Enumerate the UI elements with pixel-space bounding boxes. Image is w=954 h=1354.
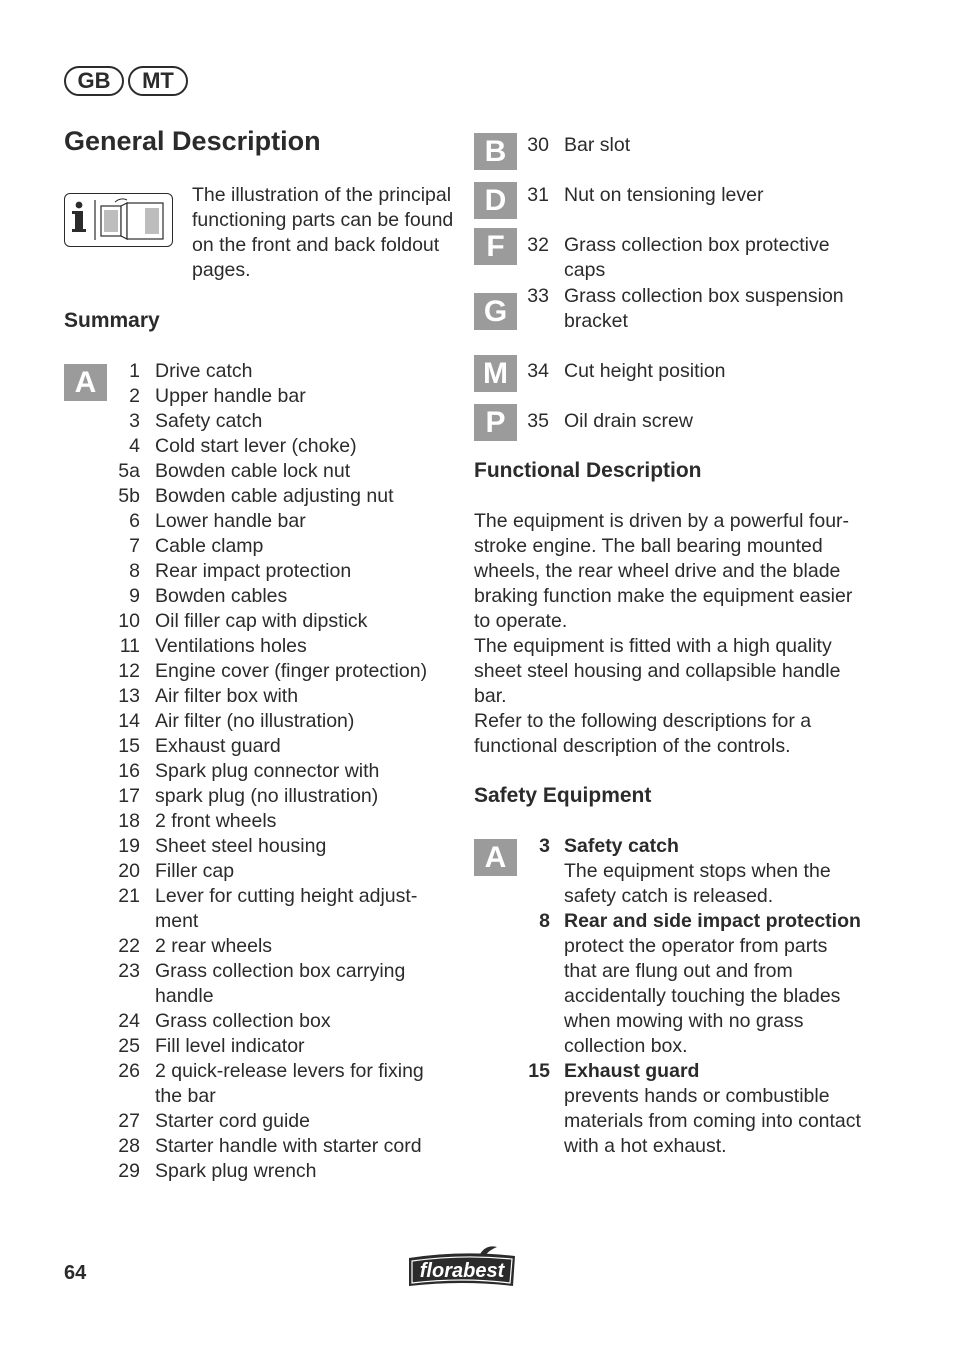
figure-badge-f: F bbox=[474, 228, 517, 265]
item-label: Rear impact protection bbox=[155, 560, 352, 582]
item-number: 13 bbox=[118, 685, 140, 707]
item-number: 20 bbox=[118, 860, 140, 882]
list-item bbox=[110, 634, 455, 659]
item-label: Exhaust guard bbox=[155, 735, 281, 757]
safety-item: 15 Exhaust guard prevents hands or combustible materials from coming into contact with a hot exhaust. bbox=[520, 1059, 865, 1159]
item-number: 22 bbox=[118, 935, 140, 957]
list-item bbox=[110, 409, 455, 434]
safety-item-title: Exhaust guard bbox=[564, 1060, 700, 1082]
item-number: 12 bbox=[118, 660, 140, 682]
item-number: 19 bbox=[118, 835, 140, 857]
item-label: Starter handle with starter cord bbox=[155, 1135, 422, 1157]
list-item: 30 Bar slot bbox=[527, 134, 631, 156]
item-label: 2 quick-release levers for fixing the bar bbox=[155, 1060, 424, 1107]
list-item bbox=[110, 509, 455, 534]
list-item bbox=[110, 609, 455, 634]
list-item bbox=[110, 1134, 455, 1159]
item-number: 11 bbox=[119, 635, 140, 657]
item-label: Grass collection box bbox=[155, 1010, 331, 1032]
item-label: Cold start lever (choke) bbox=[155, 435, 357, 457]
info-book-icon bbox=[64, 193, 173, 247]
list-item bbox=[110, 1159, 455, 1184]
item-number: 5b bbox=[118, 485, 140, 507]
item-label: Spark plug connector with bbox=[155, 760, 380, 782]
item-label: Air filter box with bbox=[155, 685, 299, 707]
summary-list bbox=[110, 359, 455, 1184]
item-number: 3 bbox=[129, 410, 140, 432]
figure-badge-p: P bbox=[474, 404, 517, 441]
item-number: 27 bbox=[118, 1110, 140, 1132]
functional-paragraph-3: Refer to the following descriptions for a functional description of the controls. bbox=[474, 710, 812, 757]
list-item bbox=[110, 384, 455, 409]
list-item bbox=[110, 1059, 455, 1109]
figure-badge-a: A bbox=[64, 364, 107, 401]
item-number: 15 bbox=[118, 735, 140, 757]
list-item bbox=[110, 584, 455, 609]
item-number: 16 bbox=[118, 760, 140, 782]
list-item bbox=[110, 1034, 455, 1059]
functional-paragraph-1: The equipment is driven by a powerful four-stroke engine. The ball bearing mounted wheels, the rear wheel drive and the blade braking function make the equipment easier to operate. bbox=[474, 510, 853, 632]
item-label: Cable clamp bbox=[155, 535, 264, 557]
list-item bbox=[110, 859, 455, 884]
list-item: 35 Oil drain screw bbox=[527, 410, 693, 432]
functional-paragraph-2: The equipment is fitted with a high quality sheet steel housing and collapsible handle bar. bbox=[474, 635, 841, 707]
item-label: Filler cap bbox=[155, 860, 235, 882]
item-label: Lower handle bar bbox=[155, 510, 306, 532]
list-item: 32 Grass collection box protective caps bbox=[527, 234, 830, 281]
figure-badge-a-safety: A bbox=[474, 839, 517, 876]
item-label: Engine cover (finger protection) bbox=[155, 660, 428, 682]
language-code: MT bbox=[142, 68, 174, 93]
item-number: 5a bbox=[118, 460, 140, 482]
item-label: Sheet steel housing bbox=[155, 835, 327, 857]
list-item bbox=[110, 434, 455, 459]
functional-heading: Functional Description bbox=[474, 459, 702, 482]
list-item bbox=[110, 659, 455, 684]
item-label: Bowden cable adjusting nut bbox=[155, 485, 394, 507]
parts-list-p bbox=[520, 409, 865, 434]
list-item bbox=[110, 1109, 455, 1134]
safety-list bbox=[520, 834, 865, 1159]
summary-heading: Summary bbox=[64, 309, 160, 332]
list-item bbox=[110, 809, 455, 834]
item-label: Grass collection box carrying handle bbox=[155, 960, 406, 1007]
list-item bbox=[110, 1009, 455, 1034]
item-label: Starter cord guide bbox=[155, 1110, 311, 1132]
list-item bbox=[110, 759, 455, 784]
list-item bbox=[110, 559, 455, 584]
list-item bbox=[110, 534, 455, 559]
svg-text:florabest: florabest bbox=[419, 1260, 505, 1282]
item-label: Upper handle bar bbox=[155, 385, 306, 407]
list-item bbox=[110, 484, 455, 509]
safety-heading: Safety Equipment bbox=[474, 784, 652, 807]
item-number: 21 bbox=[118, 885, 140, 907]
item-label: Lever for cutting height adjust-ment bbox=[155, 885, 418, 932]
item-number: 6 bbox=[129, 510, 140, 532]
list-item: 33 Grass collection box suspension bracket bbox=[527, 285, 844, 332]
page-number: 64 bbox=[64, 1262, 87, 1284]
item-number: 28 bbox=[118, 1135, 140, 1157]
item-label: Safety catch bbox=[155, 410, 263, 432]
language-badge-gb bbox=[64, 66, 124, 96]
item-label: Fill level indicator bbox=[155, 1035, 305, 1057]
parts-list-f bbox=[520, 233, 865, 283]
safety-item-text: prevents hands or combustible materials from coming into contact with a hot exhaust. bbox=[564, 1085, 861, 1157]
item-number: 29 bbox=[118, 1160, 140, 1182]
intro-text: The illustration of the principal functioning parts can be found on the front and back foldout pages. bbox=[192, 184, 454, 281]
item-label: Drive catch bbox=[155, 360, 253, 382]
safety-item: 8 Rear and side impact protection protect the operator from parts that are flung out and from accidentally touching the blades when mowing with no grass collection box. bbox=[520, 909, 865, 1059]
parts-list-b bbox=[520, 133, 865, 158]
parts-list-m bbox=[520, 359, 865, 384]
safety-item-title: Safety catch bbox=[564, 835, 679, 857]
list-item bbox=[110, 959, 455, 1009]
figure-badge-m: M bbox=[474, 355, 517, 392]
page-title: General Description bbox=[64, 126, 321, 156]
figure-badge-d: D bbox=[474, 182, 517, 219]
figure-badge-g: G bbox=[474, 293, 517, 330]
item-number: 4 bbox=[129, 435, 140, 457]
list-item bbox=[110, 934, 455, 959]
item-number: 14 bbox=[118, 710, 140, 732]
item-label: spark plug (no illustration) bbox=[155, 785, 379, 807]
item-number: 10 bbox=[118, 610, 140, 632]
list-item: 34 Cut height position bbox=[527, 360, 726, 382]
item-label: Oil filler cap with dipstick bbox=[155, 610, 368, 632]
list-item bbox=[110, 834, 455, 859]
item-label: 2 front wheels bbox=[155, 810, 277, 832]
parts-list-d bbox=[520, 183, 865, 208]
item-number: 2 bbox=[129, 385, 140, 407]
item-number: 18 bbox=[118, 810, 140, 832]
list-item bbox=[110, 709, 455, 734]
list-item bbox=[110, 734, 455, 759]
item-number: 8 bbox=[129, 560, 140, 582]
safety-item-title: Rear and side impact protection bbox=[564, 910, 861, 932]
figure-badge-b: B bbox=[474, 133, 517, 170]
item-number: 25 bbox=[118, 1035, 140, 1057]
item-number: 7 bbox=[129, 535, 140, 557]
item-number: 9 bbox=[129, 585, 140, 607]
item-label: 2 rear wheels bbox=[155, 935, 273, 957]
list-item bbox=[110, 684, 455, 709]
list-item bbox=[110, 784, 455, 809]
item-number: 24 bbox=[118, 1010, 140, 1032]
language-code: GB bbox=[77, 68, 111, 93]
safety-item-text: protect the operator from parts that are flung out and from accidentally touching the blades when mowing with no grass collection box. bbox=[564, 935, 841, 1057]
list-item: 31 Nut on tensioning lever bbox=[527, 184, 764, 206]
item-label: Ventilations holes bbox=[155, 635, 307, 657]
item-label: Air filter (no illustration) bbox=[155, 710, 355, 732]
item-number: 26 bbox=[118, 1060, 140, 1082]
list-item bbox=[110, 359, 455, 384]
list-item bbox=[110, 884, 455, 934]
language-badge-mt bbox=[128, 66, 188, 96]
safety-item: 3 Safety catch The equipment stops when the safety catch is released. bbox=[520, 834, 865, 909]
item-label: Bowden cables bbox=[155, 585, 288, 607]
item-number: 17 bbox=[118, 785, 140, 807]
florabest-logo bbox=[405, 1244, 519, 1290]
item-number: 23 bbox=[118, 960, 140, 982]
item-number: 1 bbox=[129, 360, 140, 382]
item-label: Bowden cable lock nut bbox=[155, 460, 351, 482]
list-item bbox=[110, 459, 455, 484]
item-label: Spark plug wrench bbox=[155, 1160, 317, 1182]
parts-list-g bbox=[520, 284, 865, 334]
safety-item-text: The equipment stops when the safety catch is released. bbox=[564, 860, 831, 907]
